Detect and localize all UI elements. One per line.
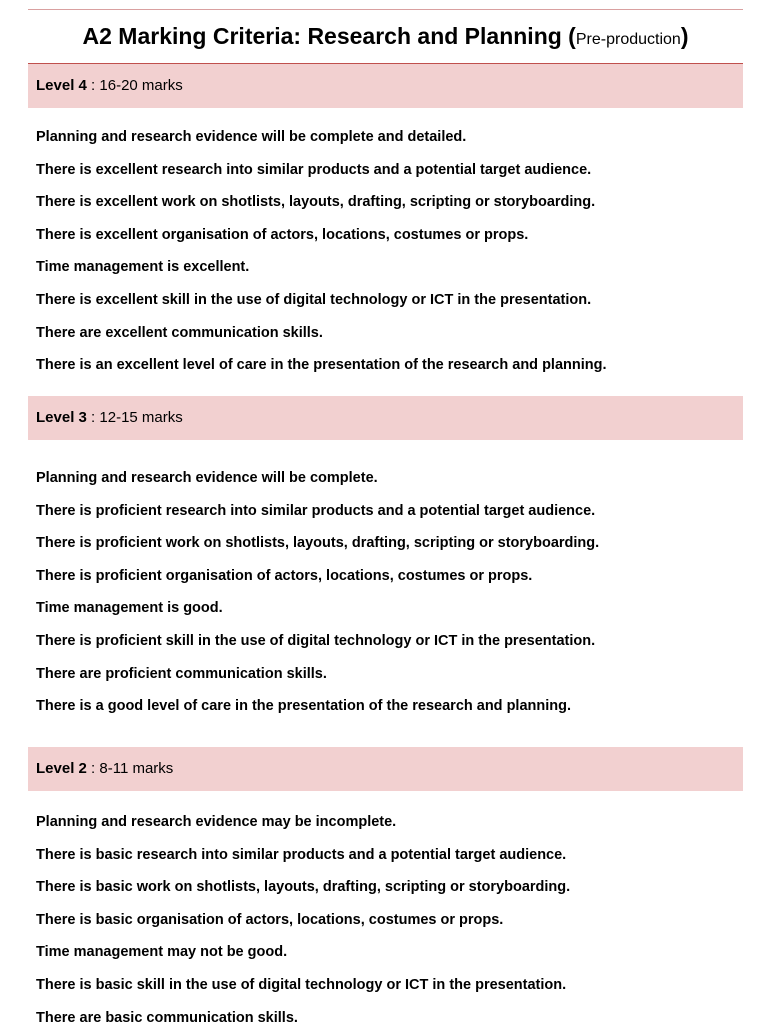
level-label: Level 3: [36, 409, 87, 426]
level-separator: :: [86, 760, 100, 777]
criterion-item: There is basic organisation of actors, locations, costumes or props.: [36, 911, 504, 928]
criterion-item: Time management is excellent.: [36, 259, 250, 276]
title-paren-open: (: [561, 23, 576, 49]
criterion-item: There is basic skill in the use of digital technology or ICT in the presentation.: [36, 976, 567, 993]
level-3-criteria-list: [36, 468, 599, 729]
level-4-criteria-list: [36, 127, 607, 388]
criterion-item: There are proficient communication skills.: [36, 665, 327, 682]
level-marks: 8-11 marks: [99, 760, 174, 777]
top-divider: [28, 9, 743, 10]
criterion-item: There is an excellent level of care in the presentation of the research and planning.: [36, 357, 607, 374]
title-subtitle: Pre-production: [575, 31, 681, 48]
criterion-item: There is excellent research into similar products and a potential target audience.: [36, 161, 592, 178]
level-marks: 16-20 marks: [99, 77, 183, 94]
level-separator: :: [86, 77, 100, 94]
criterion-item: There is basic work on shotlists, layouts, drafting, scripting or storyboarding.: [36, 879, 571, 896]
level-4-header: [28, 64, 743, 108]
level-label: Level 2: [36, 760, 87, 777]
criterion-item: There are excellent communication skills.: [36, 324, 323, 341]
criterion-item: Time management may not be good.: [36, 944, 288, 961]
criterion-item: There is proficient research into similar products and a potential target audience.: [36, 502, 596, 519]
title-main: A2 Marking Criteria: Research and Planning: [82, 23, 562, 49]
level-2-header: [28, 747, 743, 791]
criterion-item: Time management is good.: [36, 600, 223, 617]
level-3-header: [28, 396, 743, 440]
level-separator: :: [86, 409, 100, 426]
criterion-item: There is proficient organisation of actors, locations, costumes or props.: [36, 567, 533, 584]
level-2-criteria-list: [36, 812, 570, 1024]
criterion-item: There is proficient work on shotlists, layouts, drafting, scripting or storyboarding.: [36, 535, 600, 552]
level-marks: 12-15 marks: [99, 409, 183, 426]
criterion-item: There is excellent organisation of actors, locations, costumes or props.: [36, 226, 529, 243]
criterion-item: There are basic communication skills.: [36, 1009, 298, 1024]
page-title: [28, 20, 743, 56]
criterion-item: There is basic research into similar products and a potential target audience.: [36, 846, 567, 863]
criterion-item: Planning and research evidence will be complete.: [36, 470, 378, 486]
criterion-item: Planning and research evidence will be complete and detailed.: [36, 129, 467, 145]
criterion-item: There is excellent skill in the use of digital technology or ICT in the presentation.: [36, 291, 592, 308]
criterion-item: Planning and research evidence may be incomplete.: [36, 814, 397, 830]
title-paren-close: ): [680, 23, 689, 49]
criterion-item: There is excellent work on shotlists, layouts, drafting, scripting or storyboarding.: [36, 194, 596, 211]
level-label: Level 4: [36, 77, 87, 94]
criterion-item: There is proficient skill in the use of digital technology or ICT in the presentation.: [36, 632, 596, 649]
criterion-item: There is a good level of care in the presentation of the research and planning.: [36, 698, 572, 715]
